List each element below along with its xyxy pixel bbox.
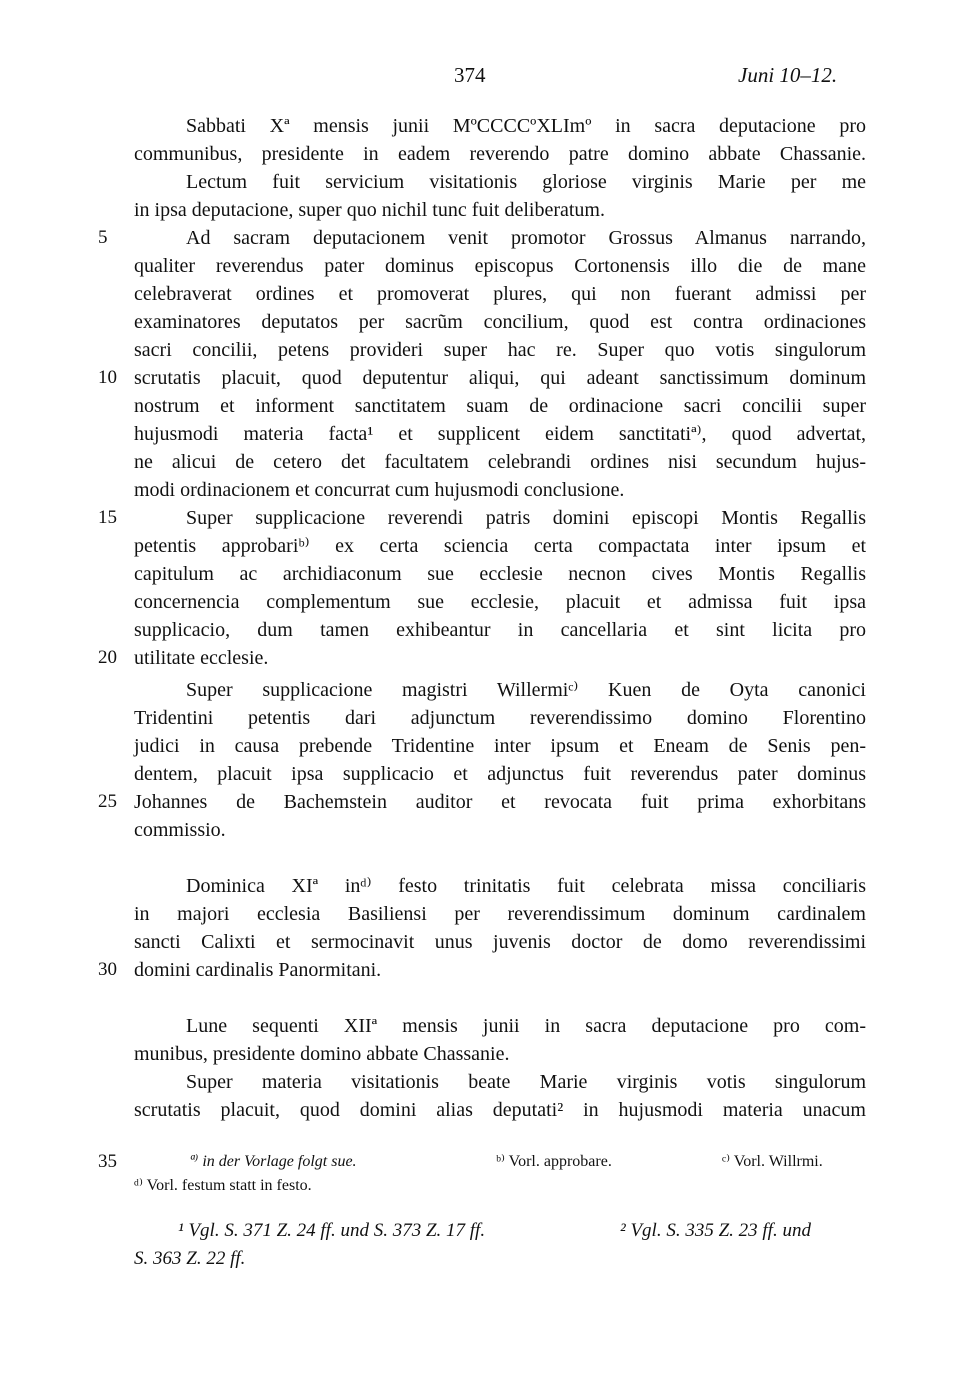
- text-line: Super materia visitationis beate Marie virginis votis singulorum: [186, 1071, 866, 1093]
- text-line: in ipsa deputacione, super quo nichil tunc fuit deliberatum.: [134, 199, 605, 221]
- reference-footnote-1: ¹ Vgl. S. 371 Z. 24 ff. und S. 373 Z. 17 ff.: [178, 1220, 486, 1241]
- text-line: judici in causa prebende Tridentine inter ipsum et Eneam de Senis pen-: [134, 735, 866, 757]
- text-line: Super supplicacione magistri Willermiᶜ⁾ Kuen de Oyta canonici: [186, 679, 866, 701]
- text-line: supplicacio, dum tamen exhibeantur in cancellaria et sint licita pro: [134, 619, 866, 641]
- text-line: nostrum et informent sanctitatem suam de ordinacione sacri concilii super: [134, 395, 866, 417]
- page-number: 374: [454, 63, 486, 87]
- text-line: commissio.: [134, 819, 226, 841]
- text-line: scrutatis placuit, quod deputentur aliqui, qui adeant sanctissimum dominum: [134, 367, 866, 389]
- text-line: hujusmodi materia facta¹ et supplicent eidem sanctitatiª⁾, quod advertat,: [134, 423, 866, 445]
- text-line: sancti Calixti et sermocinavit unus juvenis doctor de domo reverendissimi: [134, 931, 866, 953]
- text-line: capitulum ac archidiaconum sue ecclesie necnon cives Montis Regallis: [134, 563, 866, 585]
- text-line: ne alicui de cetero det facultatem celebrandi ordines nisi secundum hujus-: [134, 451, 866, 473]
- text-line: communibus, presidente in eadem reverendo patre domino abbate Chassanie.: [134, 143, 866, 165]
- running-title: Juni 10–12.: [738, 63, 838, 87]
- text-line: in majori ecclesia Basiliensi per reverendissimum dominum cardinalem: [134, 903, 866, 925]
- text-line: Lune sequenti XIIª mensis junii in sacra deputacione pro com-: [186, 1015, 866, 1037]
- text-line: Ad sacram deputacionem venit promotor Grossus Almanus narrando,: [186, 227, 866, 249]
- reference-footnote-2: ² Vgl. S. 335 Z. 23 ff. und: [620, 1220, 811, 1241]
- line-number: 5: [98, 227, 108, 248]
- line-number: 15: [98, 507, 117, 528]
- line-number: 20: [98, 647, 117, 668]
- line-number: 35: [98, 1151, 117, 1172]
- text-line: scrutatis placuit, quod domini alias deputati² in hujusmodi materia unacum: [134, 1099, 866, 1121]
- text-line: qualiter reverendus pater dominus episcopus Cortonensis illo die de mane: [134, 255, 866, 277]
- line-number: 10: [98, 367, 117, 388]
- text-line: Tridentini petentis dari adjunctum reverendissimo domino Florentino: [134, 707, 866, 729]
- text-line: utilitate ecclesie.: [134, 647, 269, 669]
- footnote-a: ª⁾ in der Vorlage folgt sue.: [190, 1153, 357, 1170]
- text-line: munibus, presidente domino abbate Chassanie.: [134, 1043, 510, 1065]
- text-line: Johannes de Bachemstein auditor et revocata fuit prima exhorbitans: [134, 791, 866, 813]
- reference-footnote-2-continued: S. 363 Z. 22 ff.: [134, 1248, 246, 1269]
- text-line: domini cardinalis Panormitani.: [134, 959, 382, 981]
- text-line: Lectum fuit servicium visitationis gloriose virginis Marie per me: [186, 171, 866, 193]
- line-number: 30: [98, 959, 117, 980]
- text-line: celebraverat ordines et promoverat plures, qui non fuerant admissi per: [134, 283, 866, 305]
- footnote-b: ᵇ⁾ Vorl. approbare.: [496, 1153, 612, 1170]
- text-line: concernencia complementum sue ecclesie, placuit et admissa fuit ipsa: [134, 591, 866, 613]
- text-line: dentem, placuit ipsa supplicacio et adjunctus fuit reverendus pater dominus: [134, 763, 866, 785]
- footnote-c: ᶜ⁾ Vorl. Willrmi.: [722, 1153, 823, 1170]
- text-line: Super supplicacione reverendi patris domini episcopi Montis Regallis: [186, 507, 866, 529]
- text-line: examinatores deputatos per sacrũm concilium, quod est contra ordinaciones: [134, 311, 866, 333]
- text-line: Sabbati Xª mensis junii MºCCCCºXLImº in sacra deputacione pro: [186, 115, 866, 137]
- text-line: sacri concilii, petens provideri super hac re. Super quo votis singulorum: [134, 339, 866, 361]
- text-line: petentis approbariᵇ⁾ ex certa sciencia certa compactata inter ipsum et: [134, 535, 866, 557]
- footnote-d: ᵈ⁾ Vorl. festum statt in festo.: [134, 1177, 312, 1194]
- line-number: 25: [98, 791, 117, 812]
- text-line: modi ordinacionem et concurrat cum hujusmodi conclusione.: [134, 479, 625, 501]
- text-line: Dominica XIª inᵈ⁾ festo trinitatis fuit celebrata missa conciliaris: [186, 875, 866, 897]
